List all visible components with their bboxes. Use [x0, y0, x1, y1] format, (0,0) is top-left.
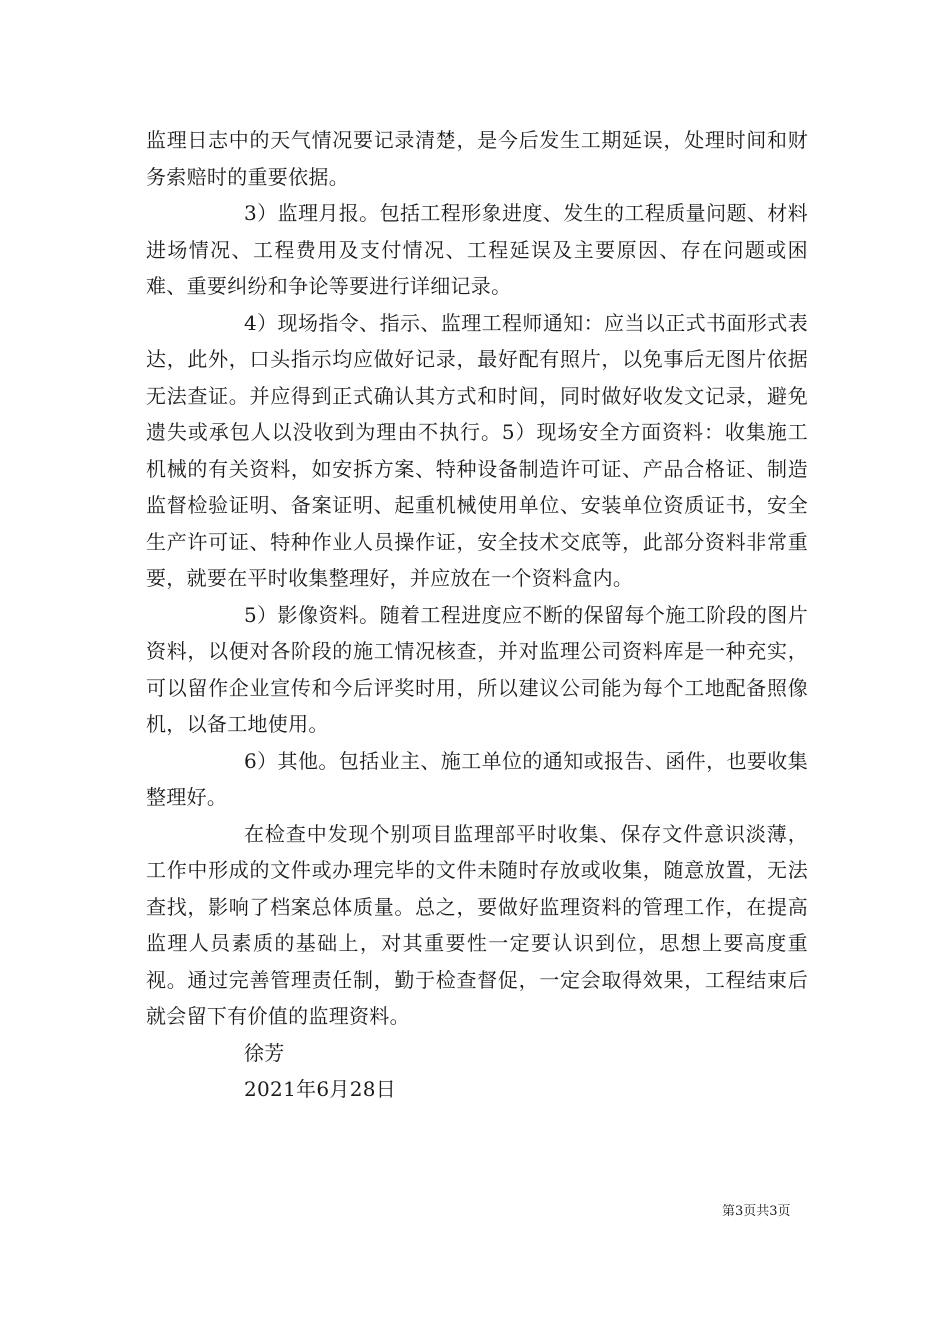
page-number: 第3页共3页	[722, 1204, 791, 1219]
signature-name: 徐芳	[244, 1040, 285, 1065]
document-body	[146, 122, 808, 1108]
paragraph-conclusion: 在检查中发现个别项目监理部平时收集、保存文件意识淡薄，工作中形成的文件或办理完毕的文件未随时存放或收集，随意放置，无法查找，影响了档案总体质量。总之，要做好监理资料的管理工作，在提高监理人员素质的基础上，对其重要性一定要认识到位，思想上要高度重视。通过完善管理责任制，勤于检查督促，一定会取得效果，工程结束后就会留下有价值的监理资料。	[146, 821, 808, 1028]
paragraph-site-instructions: 4）现场指令、指示、监理工程师通知：应当以正式书面形式表达，此外，口头指示均应做好记录，最好配有照片，以免事后无图片依据无法查证。并应得到正式确认其方式和时间，同时做好收发文记录，避免遗失或承包人以没收到为理由不执行。5）现场安全方面资料：收集施工机械的有关资料，如安拆方案、特种设备制造许可证、产品合格证、制造监督检验证明、备案证明、起重机械使用单位、安装单位资质证书，安全生产许可证、特种作业人员操作证，安全技术交底等，此部分资料非常重要，就要在平时收集整理好，并应放在一个资料盒内。	[146, 310, 808, 590]
paragraph-weather-log: 监理日志中的天气情况要记录清楚，是今后发生工期延误，处理时间和财务索赔时的重要依据。	[146, 128, 808, 189]
signature-date: 2021年6月28日	[244, 1077, 397, 1101]
paragraph-image-records: 5）影像资料。随着工程进度应不断的保留每个施工阶段的图片资料，以便对各阶段的施工情况核查，并对监理公司资料库是一种充实，可以留作企业宣传和今后评奖时用，所以建议公司能为每个工地配备照像机，以备工地使用。	[146, 602, 808, 736]
paragraph-monthly-report: 3）监理月报。包括工程形象进度、发生的工程质量问题、材料进场情况、工程费用及支付情况、工程延误及主要原因、存在问题或困难、重要纠纷和争论等要进行详细记录。	[146, 201, 808, 298]
paragraph-other: 6）其他。包括业主、施工单位的通知或报告、函件，也要收集整理好。	[146, 748, 808, 809]
